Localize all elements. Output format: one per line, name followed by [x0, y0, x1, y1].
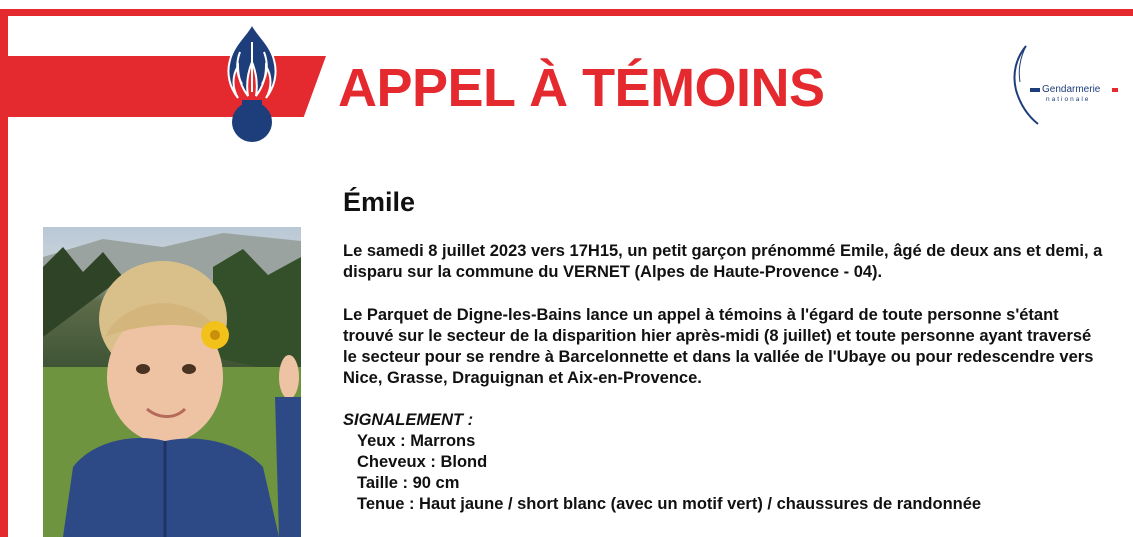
signalement-hair: Cheveux : Blond: [357, 453, 488, 471]
signalement-title: SIGNALEMENT :: [343, 411, 474, 429]
page-title: APPEL À TÉMOINS: [338, 58, 825, 118]
signalement-outfit: Tenue : Haut jaune / short blanc (avec un motif vert) / chaussures de randonnée: [357, 495, 982, 513]
logo-name: Gendarmerie: [1042, 84, 1101, 95]
logo-flag-blue: [1030, 88, 1040, 92]
child-photo: [43, 227, 301, 537]
frame-top-border: [0, 9, 1133, 16]
signalement-height: Taille : 90 cm: [357, 474, 460, 492]
signalement-eyes: Yeux : Marrons: [357, 432, 476, 450]
logo-subtitle: nationale: [1046, 96, 1091, 103]
logo-flag-red: [1112, 88, 1118, 92]
paragraph-disappearance: Le samedi 8 juillet 2023 vers 17H15, un petit garçon prénommé Emile, âgé de deux ans et demi, a disparu sur la commune du VERNET (Alpes de Haute-Provence - 04).: [343, 242, 1103, 281]
frame-left-border: [0, 9, 8, 537]
person-name: Émile: [343, 187, 416, 217]
paragraph-appeal: Le Parquet de Digne-les-Bains lance un appel à témoins à l'égard de toute personne s'étant trouvé sur le secteur de la disparition hier après-midi (8 juillet) et toute personne ayant traversé le secteur pour se rendre à Barcelonnette et dans la vallée de l'Ubaye ou pour redescendre vers Nice, Grasse, Draguignan et Aix-en-Provence.: [343, 306, 1094, 387]
gendarmerie-logo: [1008, 44, 1128, 126]
gendarmerie-flame-grenade-icon: [216, 22, 288, 146]
